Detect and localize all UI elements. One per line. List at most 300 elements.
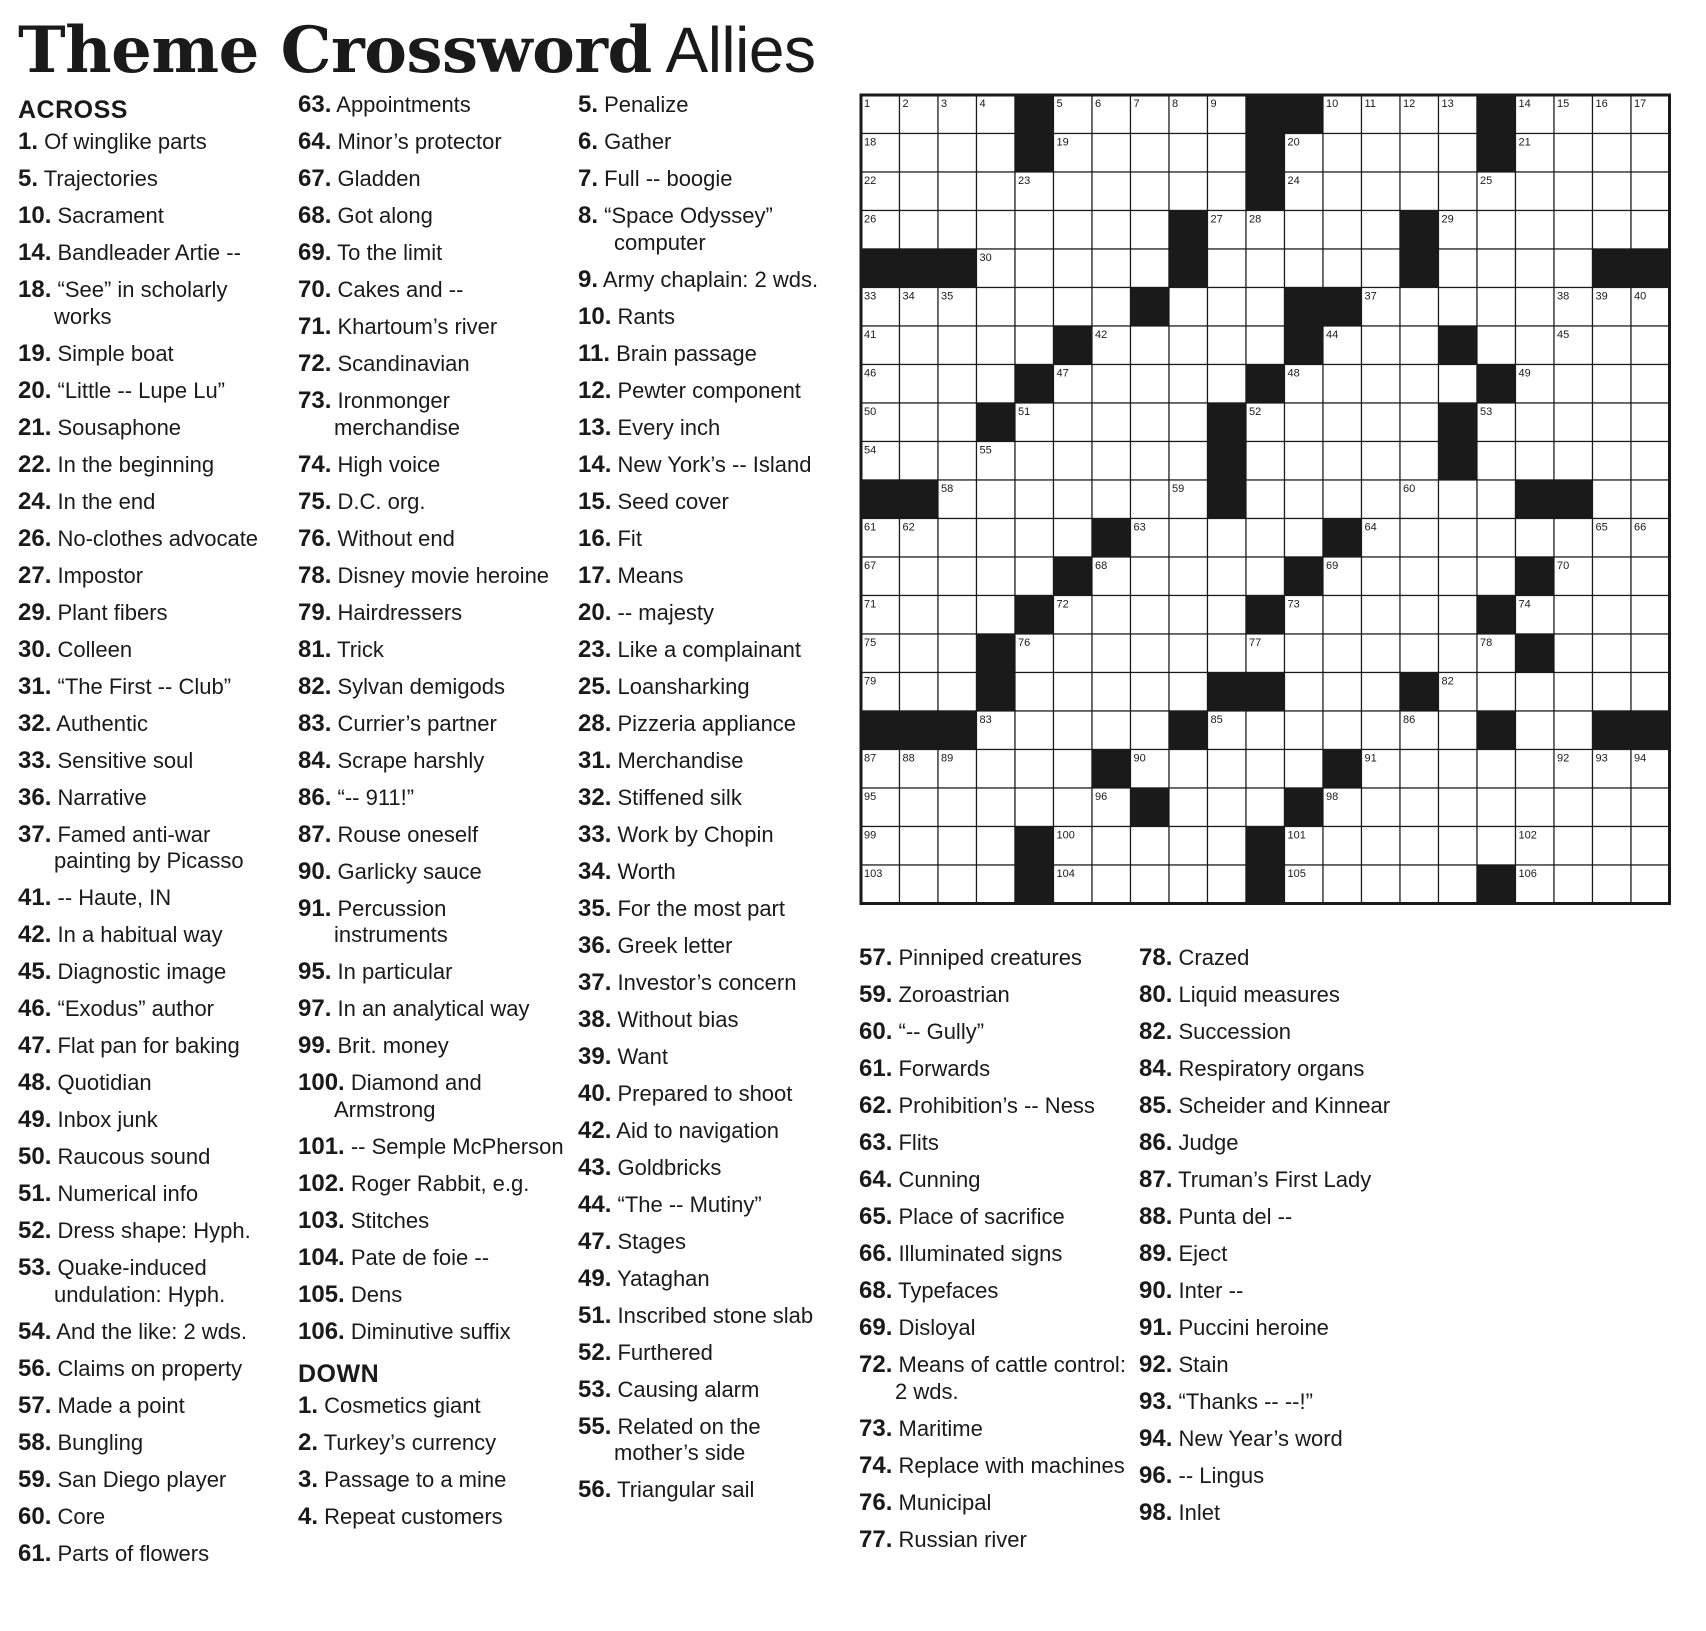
down-clue[interactable] <box>578 1266 846 1293</box>
across-clue[interactable] <box>18 600 286 627</box>
grid-cell[interactable] <box>900 365 939 404</box>
grid-cell[interactable] <box>1362 634 1401 673</box>
grid-cell[interactable] <box>1477 480 1516 519</box>
across-clue[interactable] <box>18 415 286 442</box>
across-clue[interactable] <box>298 1208 566 1235</box>
grid-cell[interactable] <box>1554 134 1593 173</box>
grid-cell[interactable] <box>1362 480 1401 519</box>
grid-cell[interactable] <box>1631 365 1670 404</box>
down-clue[interactable] <box>578 674 846 701</box>
across-clue[interactable] <box>298 637 566 664</box>
grid-cell[interactable] <box>1092 365 1131 404</box>
grid-cell[interactable] <box>1400 172 1439 211</box>
across-clue[interactable] <box>18 674 286 701</box>
across-clue[interactable] <box>18 822 286 875</box>
grid-cell[interactable] <box>1246 750 1285 789</box>
across-clue[interactable] <box>18 452 286 479</box>
grid-cell[interactable] <box>1439 634 1478 673</box>
down-clue[interactable] <box>1139 1093 1407 1120</box>
grid-cell[interactable] <box>1593 480 1632 519</box>
grid-cell[interactable] <box>1593 827 1632 866</box>
grid-cell[interactable] <box>1477 442 1516 481</box>
grid-cell[interactable] <box>938 519 977 558</box>
grid-cell[interactable] <box>1631 634 1670 673</box>
down-clue[interactable] <box>578 1229 846 1256</box>
down-clue[interactable] <box>578 563 846 590</box>
grid-cell[interactable] <box>1131 827 1170 866</box>
grid-cell[interactable] <box>900 865 939 904</box>
down-clue[interactable] <box>1139 1463 1407 1490</box>
grid-cell[interactable] <box>1516 249 1555 288</box>
down-clue[interactable] <box>1139 1241 1407 1268</box>
down-clue[interactable] <box>578 1118 846 1145</box>
grid-cell[interactable] <box>1015 249 1054 288</box>
grid-cell[interactable] <box>1362 788 1401 827</box>
grid-cell[interactable] <box>1362 865 1401 904</box>
grid-cell[interactable] <box>1554 865 1593 904</box>
down-clue[interactable] <box>859 1527 1127 1554</box>
across-clue[interactable] <box>18 1541 286 1568</box>
grid-cell[interactable] <box>1554 211 1593 250</box>
grid-cell[interactable] <box>1439 557 1478 596</box>
grid-cell[interactable] <box>1092 172 1131 211</box>
down-clue[interactable] <box>578 1155 846 1182</box>
grid-cell[interactable] <box>1285 211 1324 250</box>
grid-cell[interactable] <box>1477 326 1516 365</box>
across-clue[interactable] <box>298 489 566 516</box>
grid-cell[interactable] <box>1131 634 1170 673</box>
grid-cell[interactable] <box>1169 326 1208 365</box>
grid-cell[interactable] <box>1362 249 1401 288</box>
grid-cell[interactable] <box>1169 134 1208 173</box>
across-clue[interactable] <box>298 277 566 304</box>
grid-cell[interactable] <box>1092 634 1131 673</box>
across-clue[interactable] <box>298 1282 566 1309</box>
grid-cell[interactable] <box>1631 480 1670 519</box>
grid-cell[interactable] <box>1439 480 1478 519</box>
grid-cell[interactable] <box>1593 403 1632 442</box>
grid-cell[interactable] <box>1477 519 1516 558</box>
grid-cell[interactable] <box>1054 172 1093 211</box>
grid-cell[interactable] <box>1516 326 1555 365</box>
across-clue[interactable] <box>18 378 286 405</box>
across-clue[interactable] <box>18 1319 286 1346</box>
grid-cell[interactable] <box>1362 442 1401 481</box>
grid-cell[interactable] <box>977 519 1016 558</box>
grid-cell[interactable] <box>1362 134 1401 173</box>
down-clue[interactable] <box>859 945 1127 972</box>
down-clue[interactable] <box>578 933 846 960</box>
grid-cell[interactable] <box>1439 865 1478 904</box>
grid-cell[interactable] <box>1246 557 1285 596</box>
across-clue[interactable] <box>298 674 566 701</box>
grid-cell[interactable] <box>1593 865 1632 904</box>
crossword-grid[interactable] <box>859 93 1672 906</box>
across-clue[interactable] <box>18 203 286 230</box>
grid-cell[interactable] <box>1169 519 1208 558</box>
down-clue[interactable] <box>578 785 846 812</box>
grid-cell[interactable] <box>1169 365 1208 404</box>
down-clue[interactable] <box>859 1315 1127 1342</box>
grid-cell[interactable] <box>1554 519 1593 558</box>
grid-cell[interactable] <box>977 596 1016 635</box>
down-clue[interactable] <box>578 637 846 664</box>
grid-cell[interactable] <box>977 134 1016 173</box>
grid-cell[interactable] <box>1092 827 1131 866</box>
across-clue[interactable] <box>298 859 566 886</box>
across-clue[interactable] <box>18 1144 286 1171</box>
grid-cell[interactable] <box>977 827 1016 866</box>
grid-cell[interactable] <box>900 172 939 211</box>
down-clue[interactable] <box>578 1414 846 1467</box>
grid-cell[interactable] <box>1092 865 1131 904</box>
down-clue[interactable] <box>1139 1056 1407 1083</box>
grid-cell[interactable] <box>1131 172 1170 211</box>
grid-cell[interactable] <box>1516 442 1555 481</box>
grid-cell[interactable] <box>1400 403 1439 442</box>
down-clue[interactable] <box>1139 982 1407 1009</box>
grid-cell[interactable] <box>1516 288 1555 327</box>
grid-cell[interactable] <box>1131 365 1170 404</box>
grid-cell[interactable] <box>1593 211 1632 250</box>
grid-cell[interactable] <box>900 442 939 481</box>
grid-cell[interactable] <box>1631 403 1670 442</box>
grid-cell[interactable] <box>977 172 1016 211</box>
down-clue[interactable] <box>578 1340 846 1367</box>
grid-cell[interactable] <box>1054 788 1093 827</box>
across-clue[interactable] <box>18 996 286 1023</box>
grid-cell[interactable] <box>1246 711 1285 750</box>
grid-cell[interactable] <box>900 403 939 442</box>
grid-cell[interactable] <box>1593 596 1632 635</box>
down-clue[interactable] <box>578 203 846 256</box>
grid-cell[interactable] <box>1208 288 1247 327</box>
grid-cell[interactable] <box>938 211 977 250</box>
grid-cell[interactable] <box>1285 634 1324 673</box>
grid-cell[interactable] <box>1593 673 1632 712</box>
grid-cell[interactable] <box>1439 519 1478 558</box>
grid-cell[interactable] <box>1631 827 1670 866</box>
down-clue[interactable] <box>859 1278 1127 1305</box>
down-clue[interactable] <box>578 970 846 997</box>
grid-cell[interactable] <box>1054 288 1093 327</box>
grid-cell[interactable] <box>1054 480 1093 519</box>
grid-cell[interactable] <box>1554 673 1593 712</box>
down-clue[interactable] <box>1139 1130 1407 1157</box>
grid-cell[interactable] <box>1400 634 1439 673</box>
across-clue[interactable] <box>18 885 286 912</box>
grid-cell[interactable] <box>1208 865 1247 904</box>
down-clue[interactable] <box>578 378 846 405</box>
across-clue[interactable] <box>298 748 566 775</box>
across-clue[interactable] <box>298 711 566 738</box>
grid-cell[interactable] <box>1323 365 1362 404</box>
across-clue[interactable] <box>298 1245 566 1272</box>
grid-cell[interactable] <box>1208 596 1247 635</box>
across-clue[interactable] <box>18 1218 286 1245</box>
grid-cell[interactable] <box>938 172 977 211</box>
across-clue[interactable] <box>18 1393 286 1420</box>
grid-cell[interactable] <box>977 288 1016 327</box>
grid-cell[interactable] <box>1285 750 1324 789</box>
grid-cell[interactable] <box>1285 711 1324 750</box>
grid-cell[interactable] <box>1169 673 1208 712</box>
grid-cell[interactable] <box>1631 673 1670 712</box>
grid-cell[interactable] <box>1131 711 1170 750</box>
down-clue[interactable] <box>1139 1352 1407 1379</box>
down-clue[interactable] <box>578 489 846 516</box>
grid-cell[interactable] <box>1362 172 1401 211</box>
grid-cell[interactable] <box>1092 249 1131 288</box>
grid-cell[interactable] <box>938 134 977 173</box>
across-clue[interactable] <box>298 92 566 119</box>
grid-cell[interactable] <box>1323 211 1362 250</box>
grid-cell[interactable] <box>1015 750 1054 789</box>
grid-cell[interactable] <box>1092 442 1131 481</box>
grid-cell[interactable] <box>1439 172 1478 211</box>
grid-cell[interactable] <box>1208 134 1247 173</box>
down-clue[interactable] <box>578 1303 846 1330</box>
across-clue[interactable] <box>298 1033 566 1060</box>
grid-cell[interactable] <box>1631 442 1670 481</box>
grid-cell[interactable] <box>1631 596 1670 635</box>
grid-cell[interactable] <box>1554 365 1593 404</box>
across-clue[interactable] <box>18 785 286 812</box>
grid-cell[interactable] <box>1516 750 1555 789</box>
down-clue[interactable] <box>578 92 846 119</box>
grid-cell[interactable] <box>1131 249 1170 288</box>
grid-cell[interactable] <box>1439 788 1478 827</box>
grid-cell[interactable] <box>1169 288 1208 327</box>
grid-cell[interactable] <box>1516 519 1555 558</box>
across-clue[interactable] <box>298 600 566 627</box>
grid-cell[interactable] <box>1439 750 1478 789</box>
grid-cell[interactable] <box>938 634 977 673</box>
down-clue[interactable] <box>1139 1426 1407 1453</box>
across-clue[interactable] <box>298 1070 566 1123</box>
grid-cell[interactable] <box>1246 442 1285 481</box>
grid-cell[interactable] <box>1169 557 1208 596</box>
down-clue[interactable] <box>859 1241 1127 1268</box>
across-clue[interactable] <box>18 711 286 738</box>
grid-cell[interactable] <box>1092 403 1131 442</box>
across-clue[interactable] <box>18 1467 286 1494</box>
down-clue[interactable] <box>859 1416 1127 1443</box>
grid-cell[interactable] <box>1323 827 1362 866</box>
grid-cell[interactable] <box>1246 288 1285 327</box>
grid-cell[interactable] <box>1362 596 1401 635</box>
grid-cell[interactable] <box>1631 557 1670 596</box>
grid-cell[interactable] <box>900 673 939 712</box>
grid-cell[interactable] <box>938 788 977 827</box>
grid-cell[interactable] <box>1362 827 1401 866</box>
across-clue[interactable] <box>298 203 566 230</box>
across-clue[interactable] <box>298 166 566 193</box>
down-clue[interactable] <box>859 1204 1127 1231</box>
down-clue[interactable] <box>578 1192 846 1219</box>
across-clue[interactable] <box>18 166 286 193</box>
grid-cell[interactable] <box>1208 634 1247 673</box>
grid-cell[interactable] <box>1631 211 1670 250</box>
grid-cell[interactable] <box>1015 211 1054 250</box>
across-clue[interactable] <box>298 563 566 590</box>
grid-cell[interactable] <box>1362 326 1401 365</box>
grid-cell[interactable] <box>1323 134 1362 173</box>
grid-cell[interactable] <box>1131 480 1170 519</box>
grid-cell[interactable] <box>977 365 1016 404</box>
down-clue[interactable] <box>578 1081 846 1108</box>
grid-cell[interactable] <box>1400 134 1439 173</box>
grid-cell[interactable] <box>1439 711 1478 750</box>
grid-cell[interactable] <box>1208 365 1247 404</box>
down-clue[interactable] <box>578 1477 846 1504</box>
grid-cell[interactable] <box>1131 557 1170 596</box>
down-clue[interactable] <box>859 1453 1127 1480</box>
grid-cell[interactable] <box>1246 519 1285 558</box>
down-clue[interactable] <box>1139 1389 1407 1416</box>
grid-cell[interactable] <box>1593 788 1632 827</box>
across-clue[interactable] <box>18 637 286 664</box>
grid-cell[interactable] <box>1323 673 1362 712</box>
grid-cell[interactable] <box>1323 172 1362 211</box>
grid-cell[interactable] <box>1400 365 1439 404</box>
grid-cell[interactable] <box>1400 788 1439 827</box>
grid-cell[interactable] <box>900 788 939 827</box>
grid-cell[interactable] <box>1246 788 1285 827</box>
grid-cell[interactable] <box>1015 288 1054 327</box>
down-clue[interactable] <box>578 600 846 627</box>
grid-cell[interactable] <box>1285 442 1324 481</box>
down-clue[interactable] <box>859 1352 1127 1405</box>
grid-cell[interactable] <box>1593 442 1632 481</box>
across-clue[interactable] <box>298 351 566 378</box>
grid-cell[interactable] <box>1323 596 1362 635</box>
grid-cell[interactable] <box>1554 788 1593 827</box>
down-clue[interactable] <box>578 415 846 442</box>
down-clue[interactable] <box>578 341 846 368</box>
grid-cell[interactable] <box>1054 673 1093 712</box>
grid-cell[interactable] <box>1246 326 1285 365</box>
down-clue[interactable] <box>578 1007 846 1034</box>
across-clue[interactable] <box>298 1171 566 1198</box>
grid-cell[interactable] <box>1362 673 1401 712</box>
grid-cell[interactable] <box>1208 788 1247 827</box>
across-clue[interactable] <box>298 314 566 341</box>
grid-cell[interactable] <box>1015 519 1054 558</box>
grid-cell[interactable] <box>1246 249 1285 288</box>
grid-cell[interactable] <box>1323 249 1362 288</box>
grid-cell[interactable] <box>1593 134 1632 173</box>
across-clue[interactable] <box>298 996 566 1023</box>
grid-cell[interactable] <box>1131 442 1170 481</box>
grid-cell[interactable] <box>1285 249 1324 288</box>
grid-cell[interactable] <box>1400 288 1439 327</box>
grid-cell[interactable] <box>1362 365 1401 404</box>
down-clue[interactable] <box>578 1044 846 1071</box>
grid-cell[interactable] <box>1362 711 1401 750</box>
grid-cell[interactable] <box>1554 827 1593 866</box>
down-clue[interactable] <box>1139 1204 1407 1231</box>
grid-cell[interactable] <box>1593 172 1632 211</box>
across-clue[interactable] <box>18 959 286 986</box>
grid-cell[interactable] <box>977 788 1016 827</box>
grid-cell[interactable] <box>1092 596 1131 635</box>
down-clue[interactable] <box>298 1393 566 1420</box>
down-clue[interactable] <box>859 982 1127 1009</box>
down-clue[interactable] <box>298 1467 566 1494</box>
grid-cell[interactable] <box>938 365 977 404</box>
grid-cell[interactable] <box>1362 557 1401 596</box>
down-clue[interactable] <box>578 452 846 479</box>
grid-cell[interactable] <box>938 673 977 712</box>
grid-cell[interactable] <box>1169 403 1208 442</box>
grid-cell[interactable] <box>1439 249 1478 288</box>
grid-cell[interactable] <box>1554 442 1593 481</box>
grid-cell[interactable] <box>938 442 977 481</box>
grid-cell[interactable] <box>1131 596 1170 635</box>
grid-cell[interactable] <box>1054 750 1093 789</box>
grid-cell[interactable] <box>1015 480 1054 519</box>
down-clue[interactable] <box>859 1093 1127 1120</box>
grid-cell[interactable] <box>1131 673 1170 712</box>
grid-cell[interactable] <box>1092 134 1131 173</box>
across-clue[interactable] <box>18 1430 286 1457</box>
grid-cell[interactable] <box>1477 211 1516 250</box>
down-clue[interactable] <box>578 166 846 193</box>
grid-cell[interactable] <box>1477 249 1516 288</box>
grid-cell[interactable] <box>1631 788 1670 827</box>
grid-cell[interactable] <box>1092 711 1131 750</box>
down-clue[interactable] <box>1139 1019 1407 1046</box>
grid-cell[interactable] <box>1169 788 1208 827</box>
grid-cell[interactable] <box>1054 711 1093 750</box>
grid-cell[interactable] <box>1323 442 1362 481</box>
across-clue[interactable] <box>18 341 286 368</box>
grid-cell[interactable] <box>938 403 977 442</box>
across-clue[interactable] <box>18 1255 286 1308</box>
down-clue[interactable] <box>859 1130 1127 1157</box>
grid-cell[interactable] <box>1169 865 1208 904</box>
grid-cell[interactable] <box>1439 596 1478 635</box>
down-clue[interactable] <box>1139 1278 1407 1305</box>
across-clue[interactable] <box>298 240 566 267</box>
grid-cell[interactable] <box>1362 403 1401 442</box>
grid-cell[interactable] <box>1477 750 1516 789</box>
grid-cell[interactable] <box>1054 442 1093 481</box>
across-clue[interactable] <box>18 489 286 516</box>
grid-cell[interactable] <box>1092 673 1131 712</box>
down-clue[interactable] <box>578 859 846 886</box>
down-clue[interactable] <box>578 822 846 849</box>
grid-cell[interactable] <box>1054 403 1093 442</box>
across-clue[interactable] <box>18 1504 286 1531</box>
grid-cell[interactable] <box>1516 788 1555 827</box>
grid-cell[interactable] <box>1400 865 1439 904</box>
grid-cell[interactable] <box>1400 519 1439 558</box>
down-clue[interactable] <box>578 526 846 553</box>
grid-cell[interactable] <box>1593 365 1632 404</box>
grid-cell[interactable] <box>1554 596 1593 635</box>
grid-cell[interactable] <box>1015 442 1054 481</box>
grid-cell[interactable] <box>1323 634 1362 673</box>
across-clue[interactable] <box>18 240 286 267</box>
grid-cell[interactable] <box>1208 750 1247 789</box>
down-clue[interactable] <box>578 267 846 294</box>
grid-cell[interactable] <box>1169 750 1208 789</box>
grid-cell[interactable] <box>1131 326 1170 365</box>
grid-cell[interactable] <box>1400 750 1439 789</box>
down-clue[interactable] <box>1139 945 1407 972</box>
